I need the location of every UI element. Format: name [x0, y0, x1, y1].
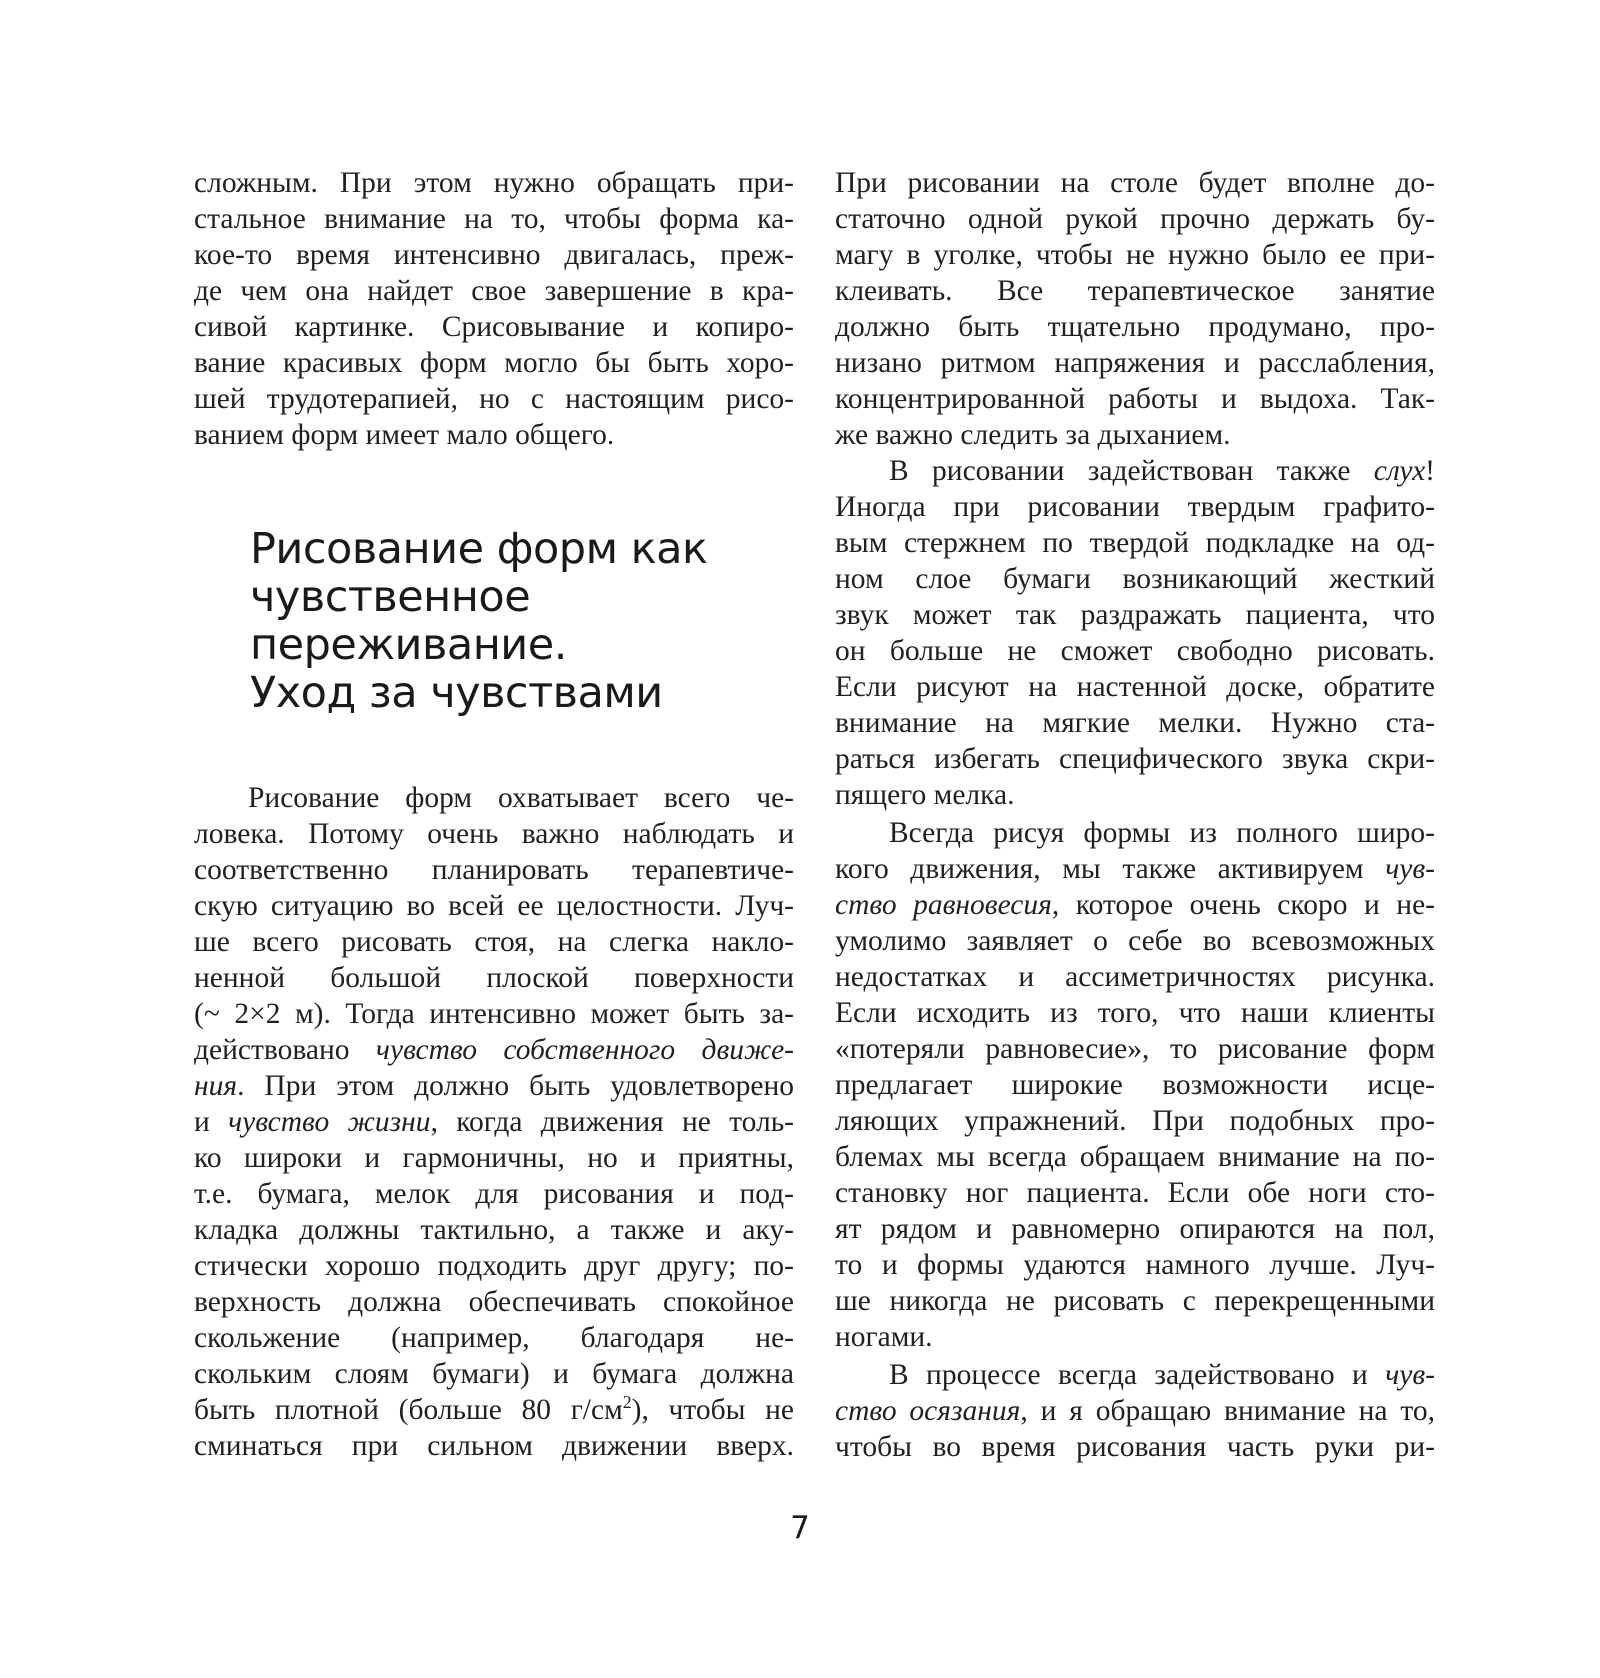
heading-line: Рисование форм как	[250, 524, 708, 574]
text-line: сложным. При этом нужно обращать при-	[194, 167, 794, 199]
text-line: скольжение (например, благодаря не-	[194, 1322, 794, 1354]
heading-line: Уход за чувствами	[250, 668, 663, 718]
superscript: 2	[622, 1392, 632, 1413]
text-line	[835, 1393, 1435, 1429]
text-run: быть плотной (больше 80 г/см	[194, 1394, 623, 1426]
text-run: В процессе всегда задействовано и	[889, 1359, 1386, 1391]
text-run: , которое очень скоро и не-	[1051, 889, 1435, 921]
text-line	[835, 887, 1435, 923]
text-line: концентрированной работы и выдоха. Так-	[835, 383, 1435, 415]
text-run: кого движения, мы также активируем	[835, 853, 1386, 885]
text-line: ном слое бумаги возникающий жесткий	[835, 563, 1435, 595]
text-line	[194, 1104, 794, 1140]
text-line	[889, 453, 1435, 489]
text-line: ят рядом и равномерно опираются на пол,	[835, 1213, 1435, 1245]
text-line: статочно одной рукой прочно держать бу-	[835, 203, 1435, 235]
text-line: (~ 2×2 м). Тогда интенсивно может быть за-	[194, 998, 794, 1030]
text-line: умолимо заявляет о себе во всевозможных	[835, 925, 1435, 957]
text-run: !	[1425, 455, 1435, 487]
text-run: действовано	[194, 1034, 376, 1066]
text-line: ванием форм имеет мало общего.	[194, 419, 615, 451]
text-line: При рисовании на столе будет вполне до-	[835, 167, 1435, 199]
text-line: внимание на мягкие мелки. Нужно ста-	[835, 707, 1435, 739]
text-line: верхность должна обеспечивать спокойное	[194, 1286, 794, 1318]
italic-term: чувство жизни	[228, 1106, 431, 1138]
italic-term: слух	[1373, 455, 1426, 487]
text-line: ше никогда не рисовать с перекрещенными	[835, 1285, 1435, 1317]
heading-line: чувственное	[250, 572, 531, 622]
text-line: стальное внимание на то, чтобы форма ка-	[194, 203, 794, 235]
text-line: Если исходить из того, что наши клиенты	[835, 997, 1435, 1029]
text-line: кладка должны тактильно, а также и аку-	[194, 1214, 794, 1246]
heading-line: переживание.	[250, 620, 567, 670]
text-line: низано ритмом напряжения и расслабления,	[835, 347, 1435, 379]
italic-term: чув-	[1385, 853, 1435, 885]
text-line	[194, 1068, 794, 1104]
text-line: ко широки и гармоничны, но и приятны,	[194, 1142, 794, 1174]
text-line: Иногда при рисовании твердым графито-	[835, 491, 1435, 523]
text-run: , когда движения не толь-	[430, 1106, 795, 1138]
text-line: стически хорошо подходить друг другу; по-	[194, 1250, 794, 1282]
text-run: В рисовании задействован также	[889, 455, 1374, 487]
text-line: Всегда рисуя формы из полного широ-	[889, 817, 1435, 849]
text-line: т.е. бумага, мелок для рисования и под-	[194, 1178, 794, 1210]
text-run: , и я обращаю внимание на то,	[1020, 1395, 1436, 1427]
text-line: ловека. Потому очень важно наблюдать и	[194, 818, 794, 850]
text-line: вым стержнем по твердой подкладке на од-	[835, 527, 1435, 559]
text-line: скольким слоям бумаги) и бумага должна	[194, 1358, 794, 1390]
text-line: вание красивых форм могло бы быть хоро-	[194, 347, 794, 379]
text-line: Если рисуют на настенной доске, обратите	[835, 671, 1435, 703]
text-line: звук может так раздражать пациента, что	[835, 599, 1435, 631]
text-line: пящего мелка.	[835, 779, 1015, 811]
text-line	[889, 1357, 1435, 1393]
text-line: сивой картинке. Срисовывание и копиро-	[194, 311, 794, 343]
italic-term: ство равновесия	[835, 889, 1052, 921]
text-line: чтобы во время рисования часть руки ри-	[835, 1431, 1435, 1463]
text-line: соответственно планировать терапевтиче-	[194, 854, 794, 886]
text-line: де чем она найдет свое завершение в кра-	[194, 275, 794, 307]
page-number: 7	[790, 1510, 810, 1546]
text-line: сминаться при сильном движении вверх.	[194, 1430, 794, 1462]
text-line: становку ног пациента. Если обе ноги сто-	[835, 1177, 1435, 1209]
italic-term: ния	[194, 1070, 238, 1102]
text-line: магу в уголке, чтобы не нужно было ее при-	[835, 239, 1435, 271]
text-line: должно быть тщательно продумано, про-	[835, 311, 1435, 343]
text-line: шей трудотерапией, но с настоящим рисо-	[194, 383, 794, 415]
text-line: Рисование форм охватывает всего че-	[248, 782, 794, 814]
text-line: «потеряли равновесие», то рисование форм	[835, 1033, 1435, 1065]
text-line: клеивать. Все терапевтическое занятие	[835, 275, 1435, 307]
text-run: . При этом должно быть удовлетворено	[237, 1070, 794, 1102]
text-line: ногами.	[835, 1321, 933, 1353]
text-line: ненной большой плоской поверхности	[194, 962, 794, 994]
text-line: предлагает широкие возможности исце-	[835, 1069, 1435, 1101]
text-line: же важно следить за дыханием.	[835, 419, 1231, 451]
text-run: ), чтобы не	[631, 1394, 795, 1426]
text-line: ляющих упражнений. При подобных про-	[835, 1105, 1435, 1137]
text-run: и	[194, 1106, 229, 1138]
text-line: кое-то время интенсивно двигалась, преж-	[194, 239, 794, 271]
italic-term: чув-	[1385, 1359, 1435, 1391]
text-line: ше всего рисовать стоя, на слегка накло-	[194, 926, 794, 958]
text-line: блемах мы всегда обращаем внимание на по-	[835, 1141, 1435, 1173]
text-line: скую ситуацию во всей ее целостности. Луч-	[194, 890, 794, 922]
text-line	[194, 1392, 794, 1428]
text-line: то и формы удаются намного лучше. Луч-	[835, 1249, 1435, 1281]
text-line	[835, 851, 1435, 887]
text-line: недостатках и ассиметричностях рисунка.	[835, 961, 1435, 993]
text-line: раться избегать специфического звука скри-	[835, 743, 1435, 775]
italic-term: ство осязания	[835, 1395, 1021, 1427]
text-line: он больше не сможет свободно рисовать.	[835, 635, 1435, 667]
text-line	[194, 1032, 794, 1068]
italic-term: чувство собственного движе-	[375, 1034, 794, 1066]
